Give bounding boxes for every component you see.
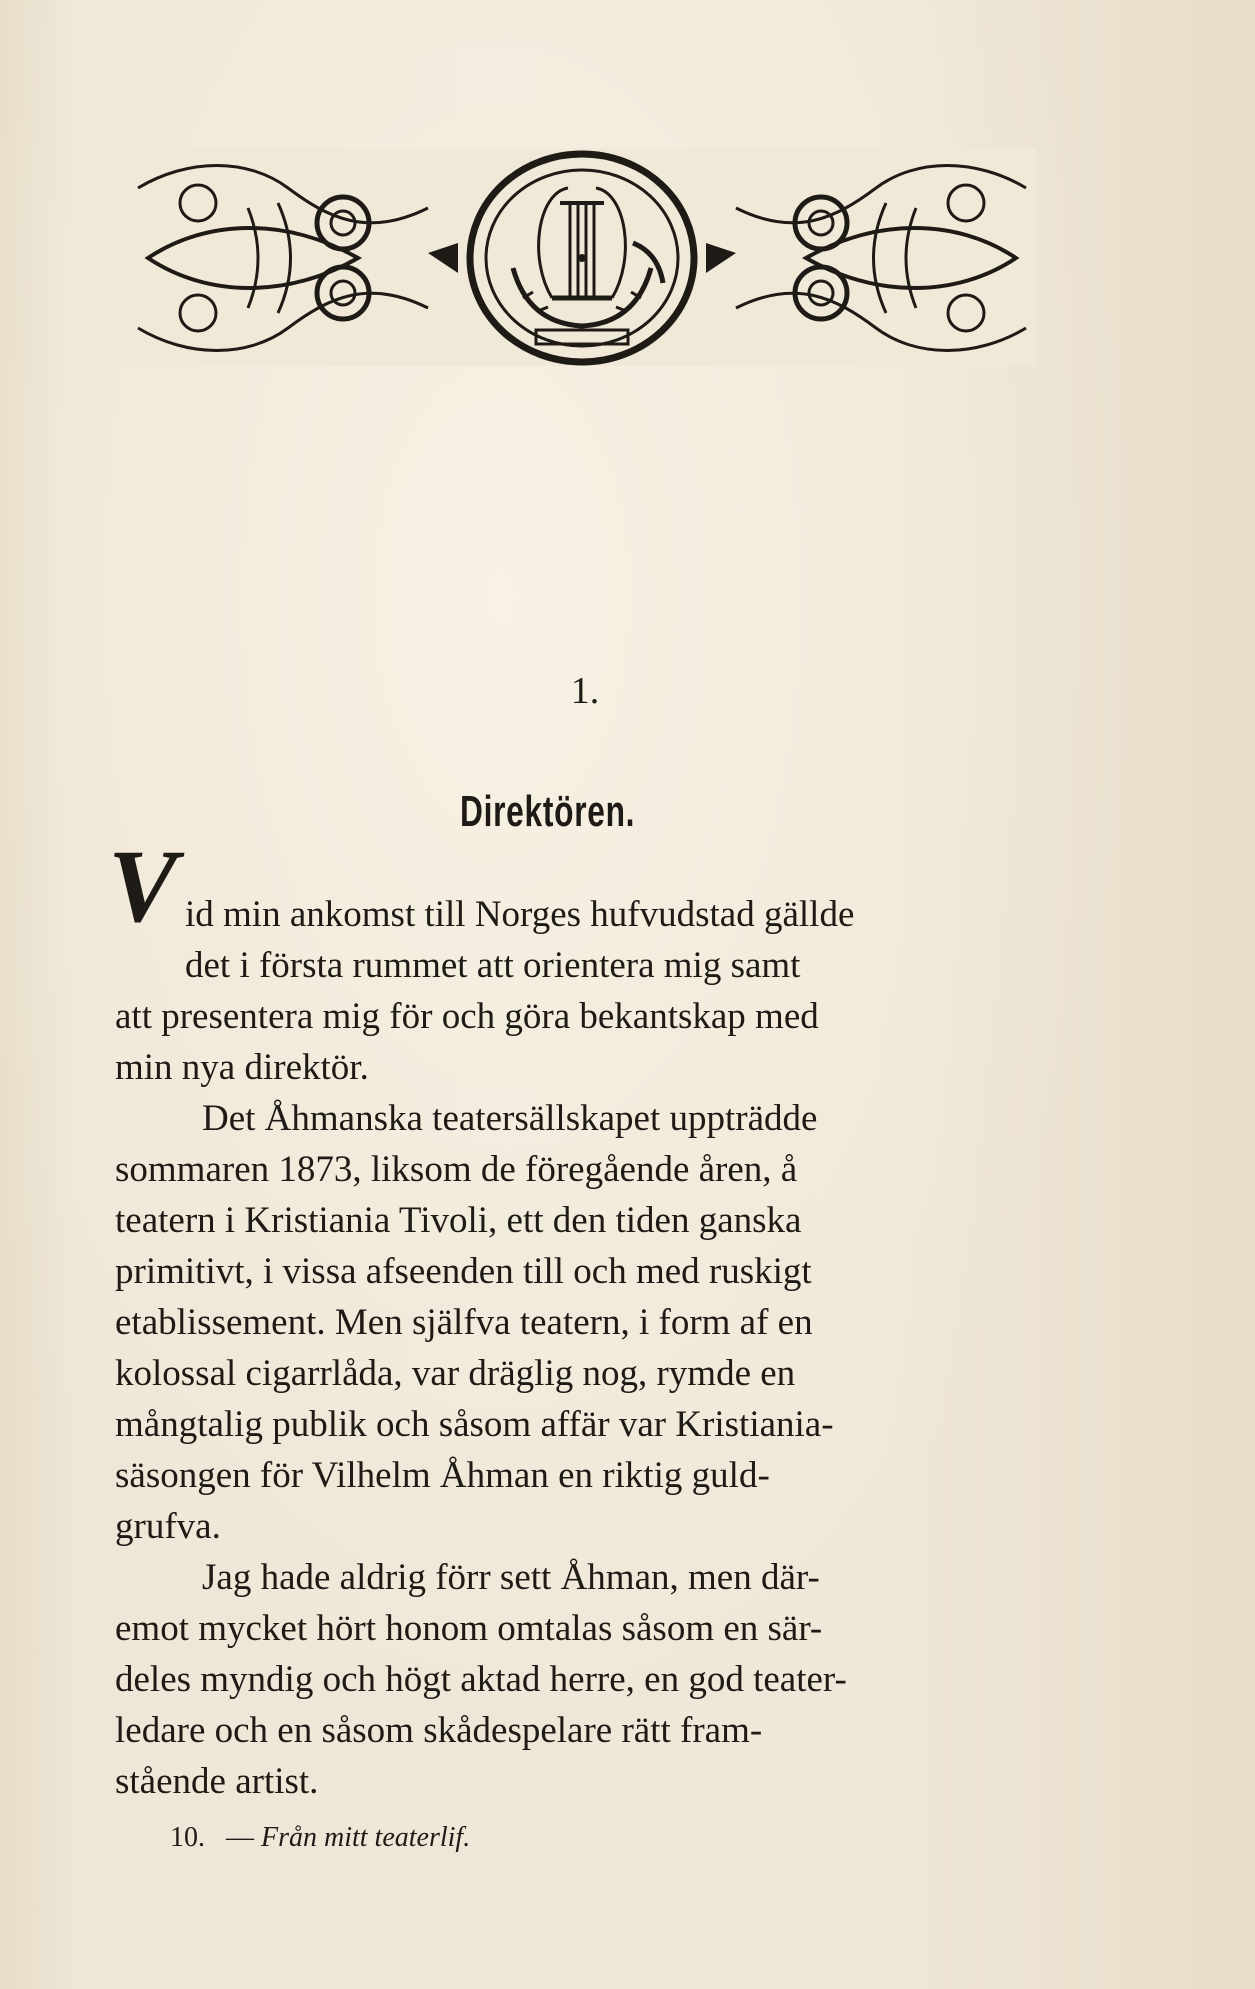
- text-line: deles myndig och högt aktad herre, en god teater-: [115, 1659, 847, 1700]
- text-line: stående artist.: [115, 1761, 319, 1802]
- text-line: att presentera mig för och göra bekantskap med: [115, 996, 819, 1037]
- signature-mark: [170, 1822, 470, 1854]
- drop-cap: V: [108, 829, 178, 944]
- text-line: primitivt, i vissa afseenden till och med ruskigt: [115, 1251, 812, 1292]
- text-line: ledare och en såsom skådespelare rätt fram-: [115, 1710, 763, 1751]
- ornamental-headpiece: [128, 148, 1036, 366]
- text-line: teatern i Kristiania Tivoli, ett den tiden ganska: [115, 1200, 802, 1241]
- text-line: grufva.: [115, 1506, 221, 1547]
- text-line: kolossal cigarrlåda, var dräglig nog, rymde en: [115, 1353, 796, 1394]
- text-line: Jag hade aldrig förr sett Åhman, men där-: [202, 1557, 820, 1598]
- signature-title: Från mitt teaterlif.: [261, 1822, 471, 1853]
- text-line: id min ankomst till Norges hufvudstad gällde: [185, 894, 855, 935]
- signature-dash: —: [226, 1822, 254, 1853]
- text-line: Det Åhmanska teatersällskapet uppträdde: [202, 1098, 818, 1139]
- text-line: etablissement. Men själfva teatern, i form af en: [115, 1302, 813, 1343]
- text-line: mångtalig publik och såsom affär var Kristiania-: [115, 1404, 834, 1445]
- text-line: emot mycket hört honom omtalas såsom en sär-: [115, 1608, 823, 1649]
- text-line: sommaren 1873, liksom de föregående åren, å: [115, 1149, 798, 1190]
- text-line: säsongen för Vilhelm Åhman en riktig guld-: [115, 1455, 770, 1496]
- text-line: min nya direktör.: [115, 1047, 369, 1088]
- chapter-title: Direktören.: [460, 787, 636, 836]
- chapter-number: 1.: [570, 670, 600, 712]
- text-line: det i första rummet att orientera mig samt: [185, 945, 801, 986]
- signature-number: 10.: [170, 1822, 205, 1853]
